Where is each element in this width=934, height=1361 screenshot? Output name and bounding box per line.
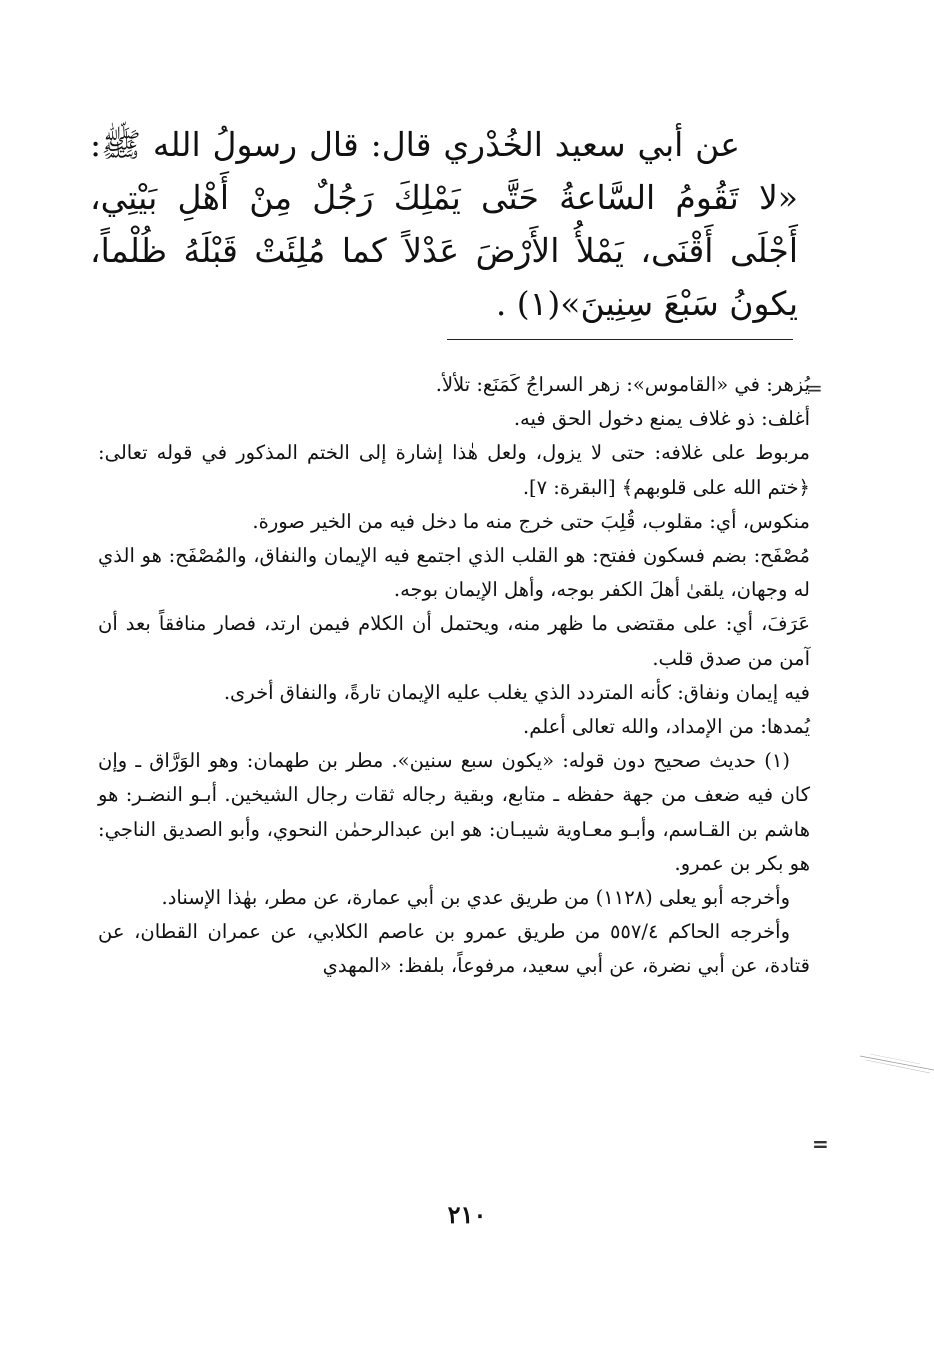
footnote-one-hakim: وأخرجه الحاكم ٥٥٧/٤ من طريق عمرو بن عاصم الكلابي، عن عمران القطان، عن قتادة، عن أبي نضرة، عن أبي سعيد، مرفوعاً، بلفظ: «المهدي xyxy=(98,920,810,978)
footnote-line-yuzhir: يُزهر: في «القاموس»: زهر السراجُ كَمَنَع: تلألأ. xyxy=(435,373,810,396)
page-number: ٢١٠ xyxy=(447,1200,487,1229)
footnote-separator xyxy=(447,339,793,340)
footnote-line-mankus: منكوس، أي: مقلوب، قُلِبَ حتى خرج منه ما دخل فيه من الخير صورة. xyxy=(252,509,810,533)
hadith-paragraph: عن أبي سعيد الخُدْري قال: قال رسولُ الله ﷺ: «لا تَقُومُ السَّاعةُ حَتَّى يَمْلِكَ رَجُلٌ مِنْ أَهْلِ بَيْتِي، أَجْلَى أَقْنَى، يَمْلأُ الأَرْضَ عَدْلاً كما مُلِئَتْ قَبْلَهُ ظُلْماً، يكونُ سَبْعَ سِنِينَ»(١) . xyxy=(90,125,798,323)
footnote-line-yumidduha: يُمدها: من الإمداد، والله تعالى أعلم. xyxy=(523,715,810,739)
footnote-line-aghlaf: أغلف: ذو غلاف يمنع دخول الحق فيه. xyxy=(513,407,810,431)
footnotes-block xyxy=(98,368,810,984)
footnote-line-arafa: عَرَفَ، أي: على مقتضى ما ظهر منه، ويحتمل أن الكلام فيمن ارتد، فصار منافقاً بعد أن آمن من صدق قلب. xyxy=(98,612,810,670)
footnote-line-musfah: مُصْفَح: بضم فسكون ففتح: هو القلب الذي اجتمع فيه الإيمان والنفاق، والمُصْفَح: هو الذي له وجهان، يلقىٰ أهلَ الكفر بوجه، وأهل الإيمان بوجه. xyxy=(98,544,810,602)
continuation-mark-top: = xyxy=(806,376,823,400)
continuation-mark-bottom: = xyxy=(812,1132,829,1156)
footnote-line-marbut: مربوط على غلافه: حتى لا يزول، ولعل هٰذا إشارة إلى الختم المذكور في قوله تعالى: ﴿ختم الله على قلوبهم﴾ [البقرة: ٧]. xyxy=(98,441,810,499)
footnote-one-abu-yala: وأخرجه أبو يعلى (١١٢٨) من طريق عدي بن أبي عمارة، عن مطر، بهٰذا الإسناد. xyxy=(161,886,790,910)
scan-artifact-lines xyxy=(860,1052,934,1074)
hadith-text-block xyxy=(90,118,798,330)
footnote-one: (١) حديث صحيح دون قوله: «يكون سبع سنين». مطر بن طهمان: وهو الوَرَّاق ـ وإن كان فيه ضعف من جهة حفظه ـ متابع، وبقية رجاله ثقات رجال الشيخين. أبـو النضـر: هو هاشم بن القـاسم، وأبـو معـاوية شيبـان: هو ابن عبدالرحمٰن النحوي، وأبو الصديق الناجي: هو بكر بن عمرو. xyxy=(98,749,810,875)
footnote-line-iman-nifaq: فيه إيمان ونفاق: كأنه المتردد الذي يغلب عليه الإيمان تارةً، والنفاق أخرى. xyxy=(223,680,810,704)
